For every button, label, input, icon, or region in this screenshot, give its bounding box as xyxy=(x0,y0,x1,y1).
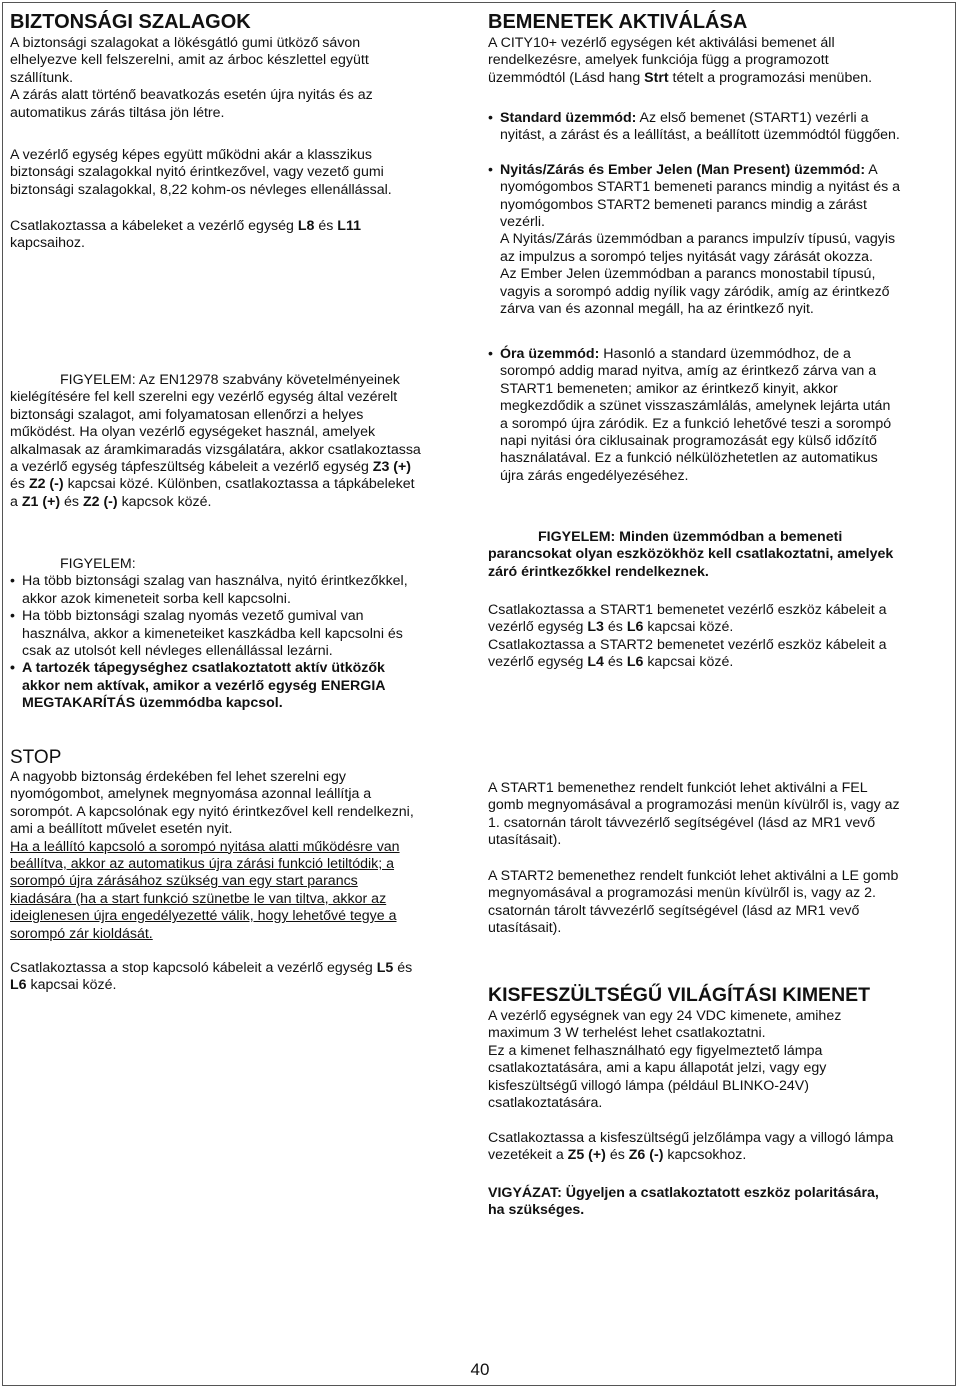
warning-lead: FIGYELEM: xyxy=(60,556,136,572)
list-item: • Standard üzemmód: Az első bemenet (START1) vezérli a nyitást, a zárást és a leállítást, a beállított üzemmódtól függően. xyxy=(488,110,946,145)
safety-compat-text: A vezérlő egység képes együtt működni akár a klasszikus biztonsági szalagokkal nyitó érintkezővel, vagy vezető gumi biztonsági szalagokkal, 8,22 kohm-os névleges ellenállással. xyxy=(10,147,392,198)
safety-connect-text: Csatlakoztassa a kábeleket a vezérlő egység L8 és L11 kapcsaihoz. xyxy=(10,218,361,252)
warning-multiple-edges xyxy=(10,556,462,713)
section-title-safety-edges: BIZTONSÁGI SZALAGOK xyxy=(10,11,251,33)
lamp-connect-text: Csatlakoztassa a kisfeszültségű jelzőlámpa vagy a villogó lámpa vezetékeit a Z5 (+) és Z6 (-) kapcsokhoz. xyxy=(488,1130,894,1164)
modes-list-clock xyxy=(488,346,946,485)
modes-list xyxy=(488,110,946,318)
warning-list xyxy=(10,573,462,712)
stop-connect-text: Csatlakoztassa a stop kapcsoló kábeleit a vezérlő egység L5 és L6 kapcsai közé. xyxy=(10,960,413,994)
section-title-inputs: BEMENETEK AKTIVÁLÁSA xyxy=(488,11,748,33)
inputs-connect-text: Csatlakoztassa a START1 bemenetet vezérlő eszköz kábeleit a vezérlő egység L3 és L6 kapcsai közé. Csatlakoztassa a START2 bemenetet vezérlő eszköz kábeleit a vezérlő egység L4 és L6 kapcsai közé. xyxy=(488,602,887,671)
list-item: • Ha több biztonsági szalag nyomás vezető gumival van használva, akkor a kimeneteiket kaszkádba kell kapcsolni és csak az utolsót kell névleges ellenállással lezárni. xyxy=(10,608,462,660)
list-item: • Ha több biztonsági szalag van használva, nyitó érintkezőkkel, akkor azok kimeneteit sorba kell kapcsolni. xyxy=(10,573,462,608)
stop-intro: A nagyobb biztonság érdekében fel lehet szerelni egy nyomógombot, amelynek megnyomása azonnal leállítja a sorompót. A kapcsolónak egy nyitó érintkezővel kell rendelkezni, ami a beállított művelet esetén nyit. xyxy=(10,769,414,838)
start1-remote-text: A START1 bemenethez rendelt funkciót lehet aktiválni a FEL gomb megnyomásával a programozási menün kívülről is, vagy az 1. csatornán tárolt távvezérlő segítségével (lásd az MR1 vevő utasításait). xyxy=(488,780,900,849)
list-item: • Nyitás/Zárás és Ember Jelen (Man Present) üzemmód: A nyomógombos START1 bemeneti parancs mindig a nyitást és a nyomógombos START2 bemeneti parancs mindig a zárást vezérli. A Nyitás/Zárás üzemmódban a parancs impulzív típusú, vagyis az impulzus a sorompó teljes nyitását vagy zárását okozza. Az Ember Jelen üzemmódban a parancs monostabil típusú, vagyis a sorompó addig nyílik vagy záródik, amíg az érintkező zárva van és azonnal megáll, ha az érintkező nyit. xyxy=(488,162,946,319)
section-safety-edges xyxy=(10,10,462,122)
section-title-stop: STOP xyxy=(10,747,62,768)
inputs-intro: A CITY10+ vezérlő egységen két aktiválási bemenet áll rendelkezésre, amelyek funkciója függ a programozott üzemmódtól (Lásd hang Strt tételt a programozási menüben. xyxy=(488,35,873,86)
section-title-lamp: KISFESZÜLTSÉGŰ VILÁGÍTÁSI KIMENET xyxy=(488,984,871,1006)
safety-intro: A biztonsági szalagokat a lökésgátló gumi ütköző sávon elhelyezve kell felszerelni, amit az árboc készlettel együtt szállítunk. A zárás alatt történő beavatkozás esetén újra nyitás és az automatikus zárás tiltása jön létre. xyxy=(10,35,373,121)
section-inputs xyxy=(488,10,946,87)
section-stop xyxy=(10,747,462,943)
warning-en12978: FIGYELEM: Az EN12978 szabvány követelményeinek kielégítésére fel kell szerelni egy vezérlő egység által vezérelt biztonsági szalagot, ami folyamatosan ellenőrzi a helyes működést. Ha olyan vezérlő egységeket használ, amelyek alkalmasak az áramkimaradás vizsgálatára, akkor csatlakoztassa a vezérlő egység tápfeszültség kábeleit a vezérlő egység Z3 (+) és Z2 (-) kapcsai közé. Különben, csatlakoztassa a tápkábeleket a Z1 (+) és Z2 (-) kapcsok közé. xyxy=(10,372,421,510)
list-item: • A tartozék tápegységhez csatlakoztatott aktív ütközők akkor nem aktívak, amikor a vezérlő egység ENERGIA MEGTAKARÍTÁS üzemmódba kapcsol. xyxy=(10,660,462,712)
lamp-description: A vezérlő egységnek van egy 24 VDC kimenete, amihez maximum 3 W terhelést lehet csatlakoztatni. Ez a kimenet felhasználható egy figyelmeztető lámpa csatlakoztatására, ami a kapu állapotát jelzi, vagy egy kisfeszültségű villogó lámpa (például BLINKO-24V) csatlakoztatására. xyxy=(488,1008,842,1112)
start2-remote-text: A START2 bemenethez rendelt funkciót lehet aktiválni a LE gomb megnyomásával a programozási menün kívülről is, vagy az 2. csatornán tárolt távvezérlő segítségével (lásd az MR1 vevő utasításait). xyxy=(488,868,899,937)
page-number: 40 xyxy=(470,1360,490,1379)
section-lamp-output xyxy=(488,983,946,1112)
stop-underlined-note: Ha a leállító kapcsoló a sorompó nyitása alatti működésre van beállítva, akkor az automatikus újra zárási funkció letiltódik; a sorompó újra zárásához szükség van egy start parancs kiadására (ha a start funkció szünetbe le van tiltva, akkor az ideiglenesen újra engedélyezetté válik, hogy lehetővé tegye a sorompó zár kioldását. xyxy=(10,838,400,942)
list-item: • Óra üzemmód: Hasonló a standard üzemmódhoz, de a sorompó addig marad nyitva, amíg az érintkező zárva van a START1 bemeneten; amikor az érintkező kinyit, akkor megkezdődik a szünet visszaszámlálás, amelynek lejárta után a sorompó újra záródik. Ez a funkció lehetővé teszi a sorompó napi nyitási óra ciklusainak programozását egy külső időzítő használatával. Ez a funkció nélkülözhetetlen az automatikus újra zárás engedélyezéséhez. xyxy=(488,346,946,485)
inputs-warning: FIGYELEM: Minden üzemmódban a bemeneti parancsokat olyan eszközökhöz kell csatlakoztatni, amelyek záró érintkezőkkel rendelkeznek. xyxy=(488,529,894,580)
lamp-polarity-warning: VIGYÁZAT: Ügyeljen a csatlakoztatott eszköz polaritására, ha szükséges. xyxy=(488,1185,879,1219)
